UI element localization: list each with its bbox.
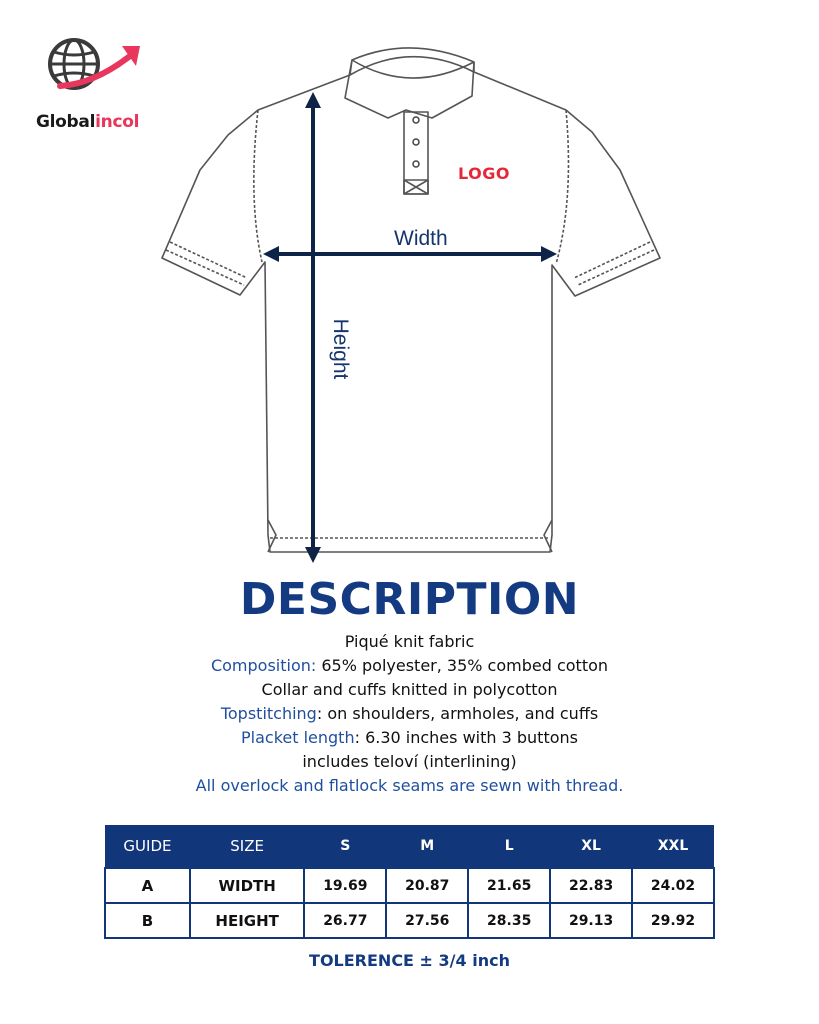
header-guide: GUIDE (105, 825, 190, 868)
value-cell: 22.83 (550, 868, 632, 903)
fabric-line: Piqué knit fabric (344, 632, 475, 651)
header-m: M (386, 825, 468, 868)
width-label: Width (394, 227, 448, 250)
brand-logo (36, 34, 156, 134)
placket-key: Placket length (241, 728, 355, 747)
measure-cell: HEIGHT (190, 903, 304, 938)
value-cell: 29.13 (550, 903, 632, 938)
size-table (104, 825, 715, 939)
table-header-row (105, 825, 714, 868)
value-cell: 24.02 (632, 868, 714, 903)
header-s: S (304, 825, 386, 868)
header-size: SIZE (190, 825, 304, 868)
seams-line: All overlock and flatlock seams are sewn with thread. (195, 776, 624, 795)
header-xl: XL (550, 825, 632, 868)
guide-cell: B (105, 903, 190, 938)
table-row (105, 903, 714, 938)
table-row (105, 868, 714, 903)
description-title: DESCRIPTION (239, 574, 580, 625)
value-cell: 19.69 (304, 868, 386, 903)
placket-value: : 6.30 inches with 3 buttons (354, 728, 578, 747)
height-label: Height (329, 318, 352, 380)
value-cell: 26.77 (304, 903, 386, 938)
header-xxl: XXL (632, 825, 714, 868)
interlining-line: includes teloví (interlining) (302, 752, 517, 771)
composition-value: 65% polyester, 35% combed cotton (316, 656, 609, 675)
guide-cell: A (105, 868, 190, 903)
header-l: L (468, 825, 550, 868)
composition-line (0, 654, 819, 678)
polo-shirt-diagram (150, 38, 670, 568)
value-cell: 29.92 (632, 903, 714, 938)
logo-placeholder: LOGO (458, 164, 510, 183)
measure-cell: WIDTH (190, 868, 304, 903)
tolerance-note: TOLERENCE ± 3/4 inch (309, 951, 510, 970)
placket-line (0, 726, 819, 750)
value-cell: 21.65 (468, 868, 550, 903)
value-cell: 28.35 (468, 903, 550, 938)
collar-line: Collar and cuffs knitted in polycotton (261, 680, 558, 699)
topstitching-value: : on shoulders, armholes, and cuffs (316, 704, 599, 723)
description-block (0, 630, 819, 798)
value-cell: 27.56 (386, 903, 468, 938)
topstitching-key: Topstitching (220, 704, 317, 723)
composition-key: Composition: (210, 656, 317, 675)
topstitching-line (0, 702, 819, 726)
brand-name: Globalincol (36, 112, 140, 132)
globe-arrow-icon (44, 34, 144, 106)
value-cell: 20.87 (386, 868, 468, 903)
